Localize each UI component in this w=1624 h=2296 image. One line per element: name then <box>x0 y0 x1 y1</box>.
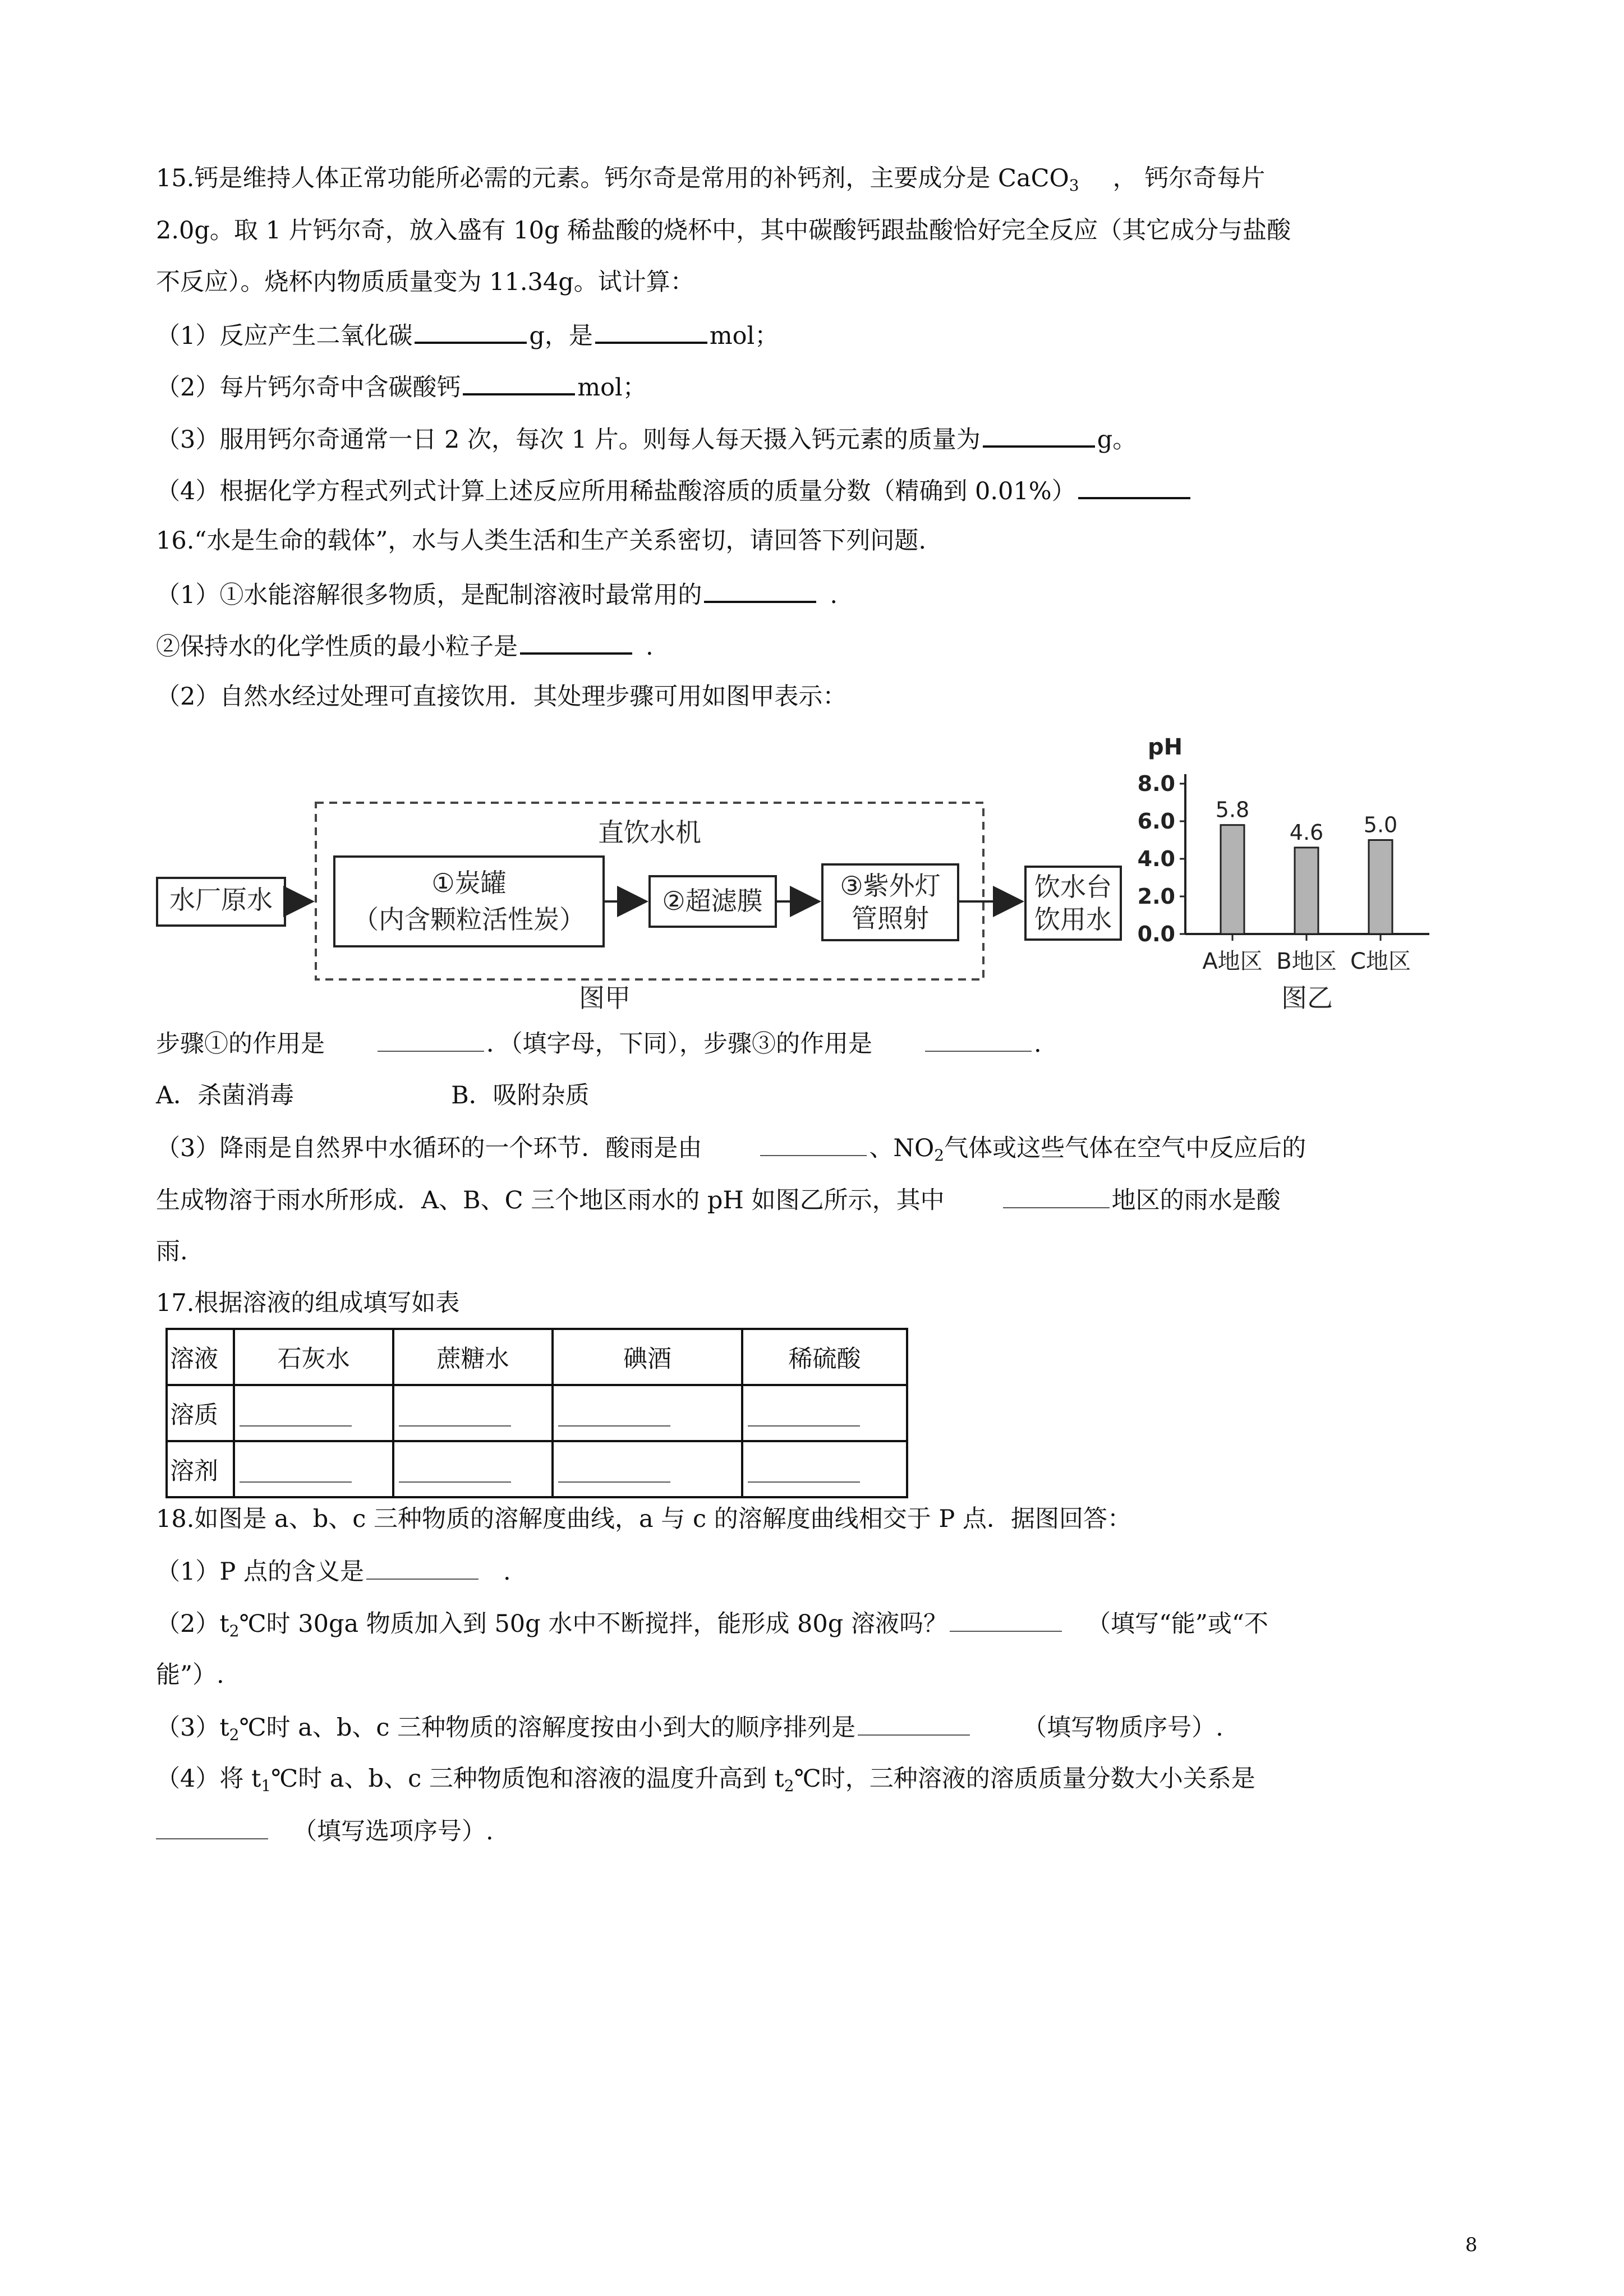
answer-blank[interactable] <box>378 1026 484 1052</box>
answer-blank[interactable] <box>1078 472 1190 499</box>
q15-line-3: 不反应）。烧杯内物质质量变为 11.34g。试计算： <box>156 268 694 296</box>
y-tick-label: 6.0 <box>1137 809 1175 834</box>
option-b: B．吸附杂质 <box>451 1082 590 1110</box>
q16-part-1b: ②保持水的化学性质的最小粒子是 . <box>156 628 654 664</box>
table-cell-blank[interactable] <box>234 1441 393 1497</box>
table-header-row <box>167 1329 907 1385</box>
q18-line-1: 18.如图是 a、b、c 三种物质的溶解度曲线，a 与 c 的溶解度曲线相交于 P 点．据图回答： <box>156 1505 1131 1533</box>
step2-label: ②超滤膜 <box>662 886 763 916</box>
table-cell-blank[interactable] <box>393 1441 553 1497</box>
q15-part-1: （1）反应产生二氧化碳 g，是 mol； <box>156 317 779 353</box>
y-tick-label: 0.0 <box>1137 922 1175 946</box>
option-a: A．杀菌消毒 <box>156 1082 295 1110</box>
step3-label: ③紫外灯 <box>840 871 941 901</box>
q15-part-2: （2）每片钙尔奇中含碳酸钙 mol； <box>156 369 647 404</box>
y-tick-label: 4.0 <box>1137 846 1175 871</box>
q18-part-3: $(3)t_2℃$时 a、b、c 三种物质的溶解度按由小到大的顺序排列是 （填写物质序号）. <box>156 1710 1223 1752</box>
q15-text: 15.钙是维持人体正常功能所必需的元素。钙尔奇是常用的补钙剂，主要成分是 CaCO <box>156 164 1069 192</box>
table-cell-blank[interactable] <box>742 1385 907 1441</box>
answer-blank[interactable] <box>983 421 1095 448</box>
y-tick-label: 8.0 <box>1137 771 1175 796</box>
y-axis-label: pH <box>1147 734 1183 760</box>
table-row <box>167 1441 907 1497</box>
bar-value-label: 4.6 <box>1289 820 1324 845</box>
table-cell-blank[interactable] <box>234 1385 393 1441</box>
x-tick-label: B地区 <box>1276 949 1337 974</box>
row-label: 溶剂 <box>167 1441 234 1497</box>
q15-part-4: （4）根据化学方程式列式计算上述反应所用稀盐酸溶质的质量分数（精确到 0.01%） <box>156 472 1193 508</box>
header-cell: 稀硫酸 <box>742 1329 907 1385</box>
step1-label: ①炭罐 <box>431 868 507 898</box>
q16-part-3-line-2: 生成物溶于雨水所形成．A、B、C 三个地区雨水的 pH 如图乙所示，其中 地区的雨水是酸 <box>156 1182 1281 1217</box>
figure-water-treatment <box>156 710 1441 1013</box>
header-cell: 溶液 <box>167 1329 234 1385</box>
answer-blank[interactable] <box>366 1554 479 1580</box>
header-cell: 碘酒 <box>553 1329 742 1385</box>
q16-part-3-line-3: 雨. <box>156 1237 188 1266</box>
answer-blank[interactable] <box>704 576 816 603</box>
table-cell-blank[interactable] <box>742 1441 907 1497</box>
x-tick-label: A地区 <box>1202 949 1263 974</box>
q16-line-1: 16.“水是生命的载体”，水与人类生活和生产关系密切，请回答下列问题. <box>156 527 927 555</box>
q16-options <box>156 1079 590 1112</box>
step1-sublabel: （内含颗粒活性炭） <box>353 904 585 935</box>
q16-part-2: （2）自然水经过处理可直接饮用．其处理步骤可用如图甲表示： <box>156 683 847 711</box>
page-number: 8 <box>1465 2234 1478 2256</box>
table-cell-blank[interactable] <box>553 1441 742 1497</box>
figure-svg <box>156 710 1441 1013</box>
step3-sublabel: 管照射 <box>852 903 929 933</box>
q15-text: ， 钙尔奇每片 <box>1112 164 1266 192</box>
answer-blank[interactable] <box>463 369 575 395</box>
answer-blank[interactable] <box>520 628 632 655</box>
q16-part-1: （1）①水能溶解很多物质，是配制溶液时最常用的 . <box>156 576 838 612</box>
answer-blank[interactable] <box>415 317 527 344</box>
answer-blank[interactable] <box>1003 1182 1110 1208</box>
row-label: 溶质 <box>167 1385 234 1441</box>
q18-part-2: $(2)t_2℃$时 30ga 物质加入到 50g 水中不断搅拌，能形成 80g 溶液吗？ （填写“能”或“不 <box>156 1606 1268 1648</box>
caption-yi: 图乙 <box>1281 983 1333 1013</box>
table-row <box>167 1385 907 1441</box>
answer-blank[interactable] <box>595 317 707 344</box>
q15-part-3: （3）服用钙尔奇通常一日 2 次，每次 1 片。则每人每天摄入钙元素的质量为 g。 <box>156 421 1137 457</box>
q18-part-4-line-2: （填写选项序号）. <box>156 1814 494 1848</box>
answer-blank[interactable] <box>925 1026 1032 1052</box>
table-cell-blank[interactable] <box>393 1385 553 1441</box>
answer-blank[interactable] <box>760 1130 867 1156</box>
ph-bar-chart <box>1138 734 1429 1013</box>
answer-blank[interactable] <box>858 1710 970 1736</box>
x-tick-label: C地区 <box>1350 949 1411 974</box>
header-cell: 蔗糖水 <box>393 1329 553 1385</box>
answer-blank[interactable] <box>950 1606 1062 1632</box>
output-sublabel: 饮用水 <box>1034 904 1112 935</box>
q18-part-4: （4）将 $t_1℃$时 a、b、c 三种物质饱和溶液的温度升高到 $t_2℃$时，三种溶液的溶质质量分数大小关系是 <box>156 1765 1255 1795</box>
source-label: 水厂原水 <box>169 885 273 915</box>
bar <box>1221 825 1244 934</box>
table-cell-blank[interactable] <box>553 1385 742 1441</box>
bar <box>1369 840 1392 935</box>
q18-part-1: （1）P 点的含义是 . <box>156 1554 511 1589</box>
y-tick-label: 2.0 <box>1137 884 1175 909</box>
bar <box>1295 848 1318 934</box>
output-label: 饮水台 <box>1034 872 1112 902</box>
bar-value-label: 5.8 <box>1215 797 1250 822</box>
q16-step-line: 步骤①的作用是 ．（填字母，下同），步骤③的作用是 . <box>156 1026 1042 1061</box>
q18-part-2-line-2: 能”）. <box>156 1661 224 1689</box>
answer-blank[interactable] <box>156 1814 268 1839</box>
subscript: 3 <box>1069 176 1079 195</box>
bar-value-label: 5.0 <box>1363 812 1398 838</box>
header-cell: 石灰水 <box>234 1329 393 1385</box>
machine-label: 直饮水机 <box>598 817 701 848</box>
q15-line-2: 2.0g。取 1 片钙尔奇，放入盛有 10g 稀盐酸的烧杯中，其中碳酸钙跟盐酸恰好完全反应（其它成分与盐酸 <box>156 217 1291 245</box>
q15-line-1 <box>156 162 1265 203</box>
caption-jia: 图甲 <box>579 983 631 1013</box>
q17-title: 17.根据溶液的组成填写如表 <box>156 1289 460 1317</box>
q16-part-3: （3）降雨是自然界中水循环的一个环节．酸雨是由 、$NO_2$气体或这些气体在空气中反应后的 <box>156 1130 1306 1172</box>
solution-table <box>165 1328 908 1498</box>
